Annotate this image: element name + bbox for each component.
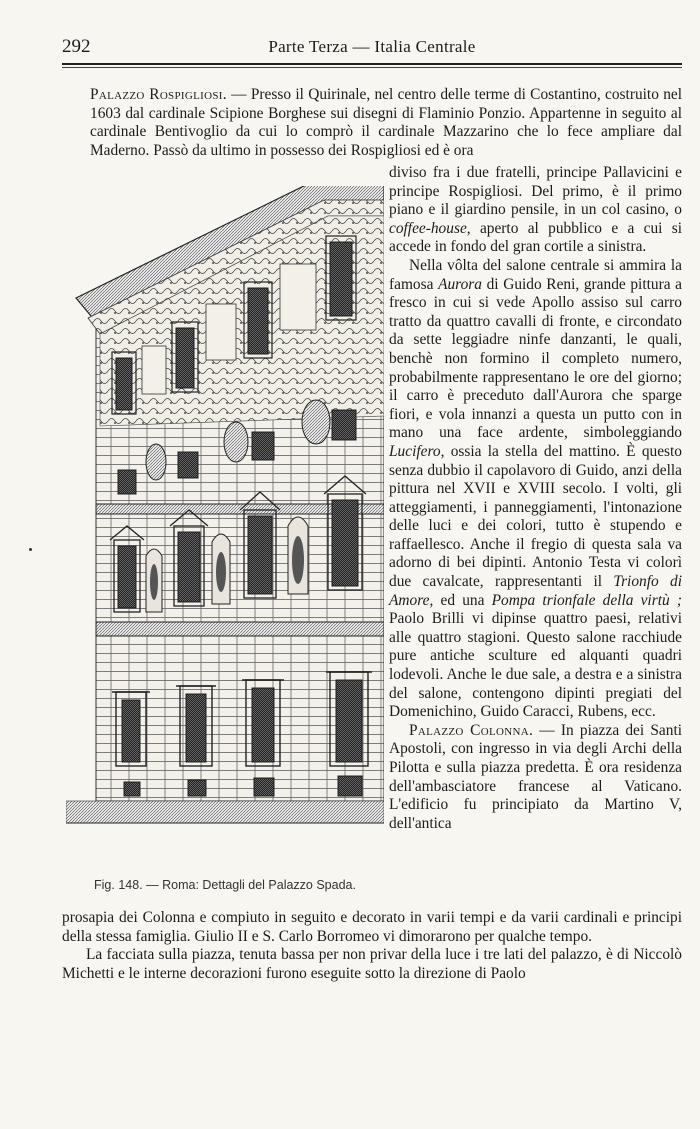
text-run: , ossia la stella del mattino. È questo senza dubbio il capolavoro di Guido, anzi della pittura nel XVII e XVIII secolo. I volti, gli atteggiamenti, i panneggiamenti, l'intonazione delle luci e dei colori, tutto è stupendo e raffaellesco. Anche il fregio di questa sala va adorno di bei dipinti. Antonio Testa vi colorì due cavalcate, rappresentanti il <box>389 442 682 591</box>
page-header <box>62 34 682 62</box>
italic-run: coffee-house <box>389 219 467 237</box>
bottom-paragraph-1: prosapia dei Colonna e compiuto in seguito e decorato in varii tempi e da varii cardinali e principi della stessa famiglia. Giulio II e S. Carlo Borromeo vi dimorarono per qualche tempo. <box>62 909 682 945</box>
intro-paragraph <box>90 86 682 160</box>
italic-run: Lucifero <box>389 442 441 460</box>
column-paragraph-1 <box>389 164 682 257</box>
palazzo-spada-illustration <box>66 186 384 866</box>
text-run: , ed una <box>429 591 492 609</box>
intro-text: — Presso il Quirinale, nel centro delle terme di Costantino, costruito nel 1603 dal cardinale Scipione Borghese sui disegni di Flaminio Ponzio. Appartenne in seguito al cardinale Bentivoglio da cui lo comprò il cardinale Mazzarino che lo fece ampliare dal Maderno. Passò da ultimo in possesso dei Rospigliosi ed è ora <box>90 86 682 159</box>
header-rule <box>62 63 682 65</box>
text-run: , aperto al pubblico e a cui si accede in fondo del gran cortile a sinistra. <box>389 219 682 256</box>
text-run: Nella vôlta del salone centrale si ammira la famosa <box>389 256 682 293</box>
palazzo-rospigliosi-heading: Palazzo Rospigliosi. <box>90 86 227 103</box>
page-number: 292 <box>62 36 91 57</box>
running-head: Parte Terza — Italia Centrale <box>268 37 476 56</box>
text-run: diviso fra i due fratelli, principe Pallavicini e principe Rospigliosi. Del primo, è il primo piano e il giardino pensile, in un col casino, o <box>389 164 682 219</box>
ink-blot <box>29 548 32 551</box>
italic-run: Pompa trionfale della virtù ; <box>491 591 682 609</box>
text-run: di Guido Reni, grande pittura a fresco in cui si vede Apollo assiso sul carro tratto da quattro cavalli di fronte, e circondato da sette leggiadre ninfe danzanti, le quali, benchè non formino il completo numero, probabilmente rappresentano le ore del giorno; il carro è preceduto dall'Aurora che sparge fiori, e vola innanzi a questa un putto con in mano una face ardente, simboleggiando <box>389 275 682 442</box>
text-run: Paolo Brilli vi dipinse quattro paesi, relativi alle quattro stagioni. Questo salone racchiude pure antiche sculture ed alquanti quadri lodevoli. Anche le due sale, a destra e a sinistra del salone, contengono dipinti pregiati del Domenichino, Guido Caracci, Rubens, ecc. <box>389 610 682 721</box>
column-paragraph-3 <box>389 722 682 834</box>
italic-run: Aurora <box>438 275 482 293</box>
bottom-text <box>62 909 682 983</box>
palazzo-colonna-heading: Palazzo Colonna. <box>409 721 534 739</box>
italic-run: Trionfo di Amore <box>389 573 682 609</box>
bottom-paragraph-2: La facciata sulla piazza, tenuta bassa per non privar della luce i tre lati del palazzo, è di Niccolò Michetti e le interne decorazioni furono eseguite sotto la direzione di Paolo <box>62 946 682 982</box>
header-rule-thin <box>62 67 682 68</box>
text-run: — In piazza dei Santi Apostoli, con ingresso in via degli Archi della Pilotta e sulla piazza predetta. È ora residenza dell'ambasciatore francese al Vaticano. L'edificio fu principiato da Martino V, dell'antica <box>389 721 682 832</box>
figure-caption: Fig. 148. — Roma: Dettagli del Palazzo Spada. <box>94 878 356 892</box>
text-column <box>389 164 682 833</box>
column-paragraph-2 <box>389 257 682 722</box>
